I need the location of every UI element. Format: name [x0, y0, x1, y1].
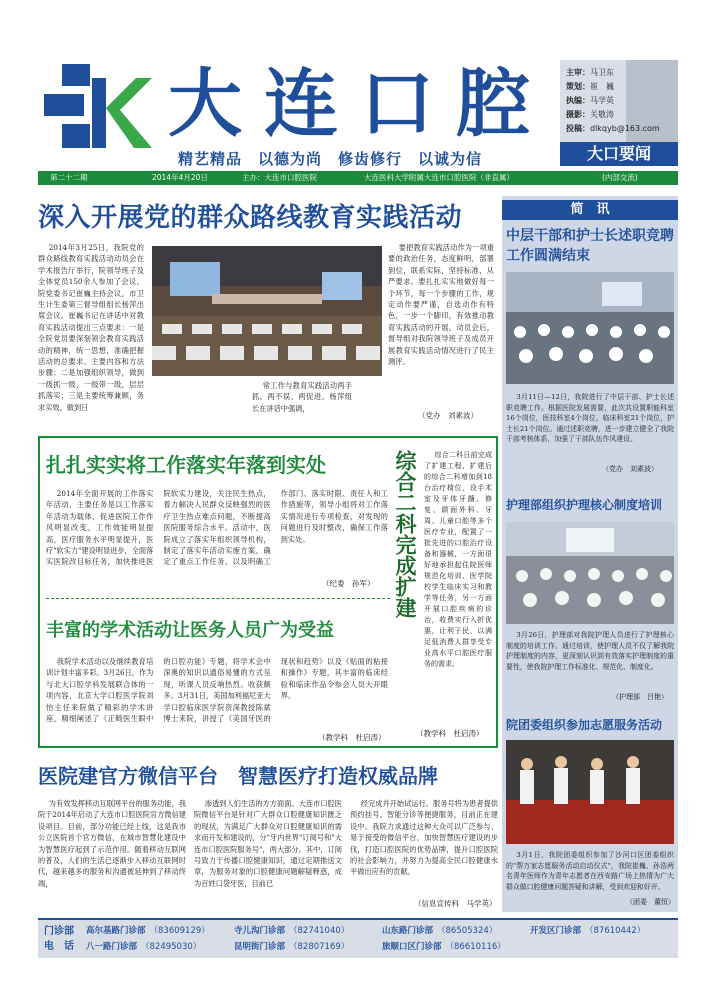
clinic-phone: （82741040）	[289, 926, 350, 936]
issue-number: 第二十二期	[50, 173, 88, 182]
clinic-phone: （87610442）	[585, 926, 646, 936]
lead-photo-meeting	[152, 246, 382, 376]
publisher: 主办：大连市口腔医院	[242, 173, 317, 182]
directory-label	[44, 924, 80, 954]
directory-row2	[86, 940, 678, 955]
credit-label: 主审：	[566, 68, 590, 77]
clinic-phone: （82807169）	[289, 942, 350, 952]
clinic-phone: （86505324）	[437, 926, 498, 936]
side-text: 综合二科日前完成了扩建工程，扩建后的综合二科增加到18台治疗椅位，设手术室及牙体牙髓、修复、颌面外科、牙周、儿童口腔等多个医疗专业，配置了一批先进的口腔治疗设备和器械，一方面很好地承担起住院医师规范化培训、医学院校学生临床实习和教学等任务，另一方面开展口腔疾病的诊治，收费实行入折优惠，让利于民，以满足低消费人群享受专业高水平口腔医疗服务的需求。	[424, 451, 492, 668]
brief2-photo	[506, 522, 674, 624]
credit-label: 摄影：	[566, 110, 590, 119]
clinic-name: 旅顺口区门诊部	[382, 942, 442, 952]
brief3-text: 3月1日，我院团委组织参加了沙河口区团委组织的"帮万家志愿服务活动启动仪式"，我院崔巍、孙浩两名青年医师作为青年志愿者在西安路广场上热情为广大群众做口腔健康问题答疑和讲解，受到欢迎和好评。	[506, 851, 674, 891]
brief2-byline: （护理部 吕艳）	[612, 693, 668, 701]
side-story	[392, 442, 494, 744]
clinic-entry	[86, 940, 201, 955]
clinic-entry	[530, 924, 645, 939]
clinic-name: 高尔基路门诊部	[86, 926, 146, 936]
credit-value: 关敬涛	[590, 110, 614, 119]
directory-label-line2: 电 话	[44, 941, 74, 952]
clinic-directory	[38, 918, 678, 958]
credit-row	[566, 66, 660, 80]
credit-row	[566, 94, 660, 108]
credit-value: dlkqyb@163.com	[590, 124, 660, 133]
brief3-headline: 院团委组织参加志愿服务活动	[506, 718, 663, 732]
clinic-phone: （86610116）	[445, 942, 506, 952]
issue-date: 2014年4月20日	[152, 173, 208, 182]
affiliation: 大连医科大学附属大连市口腔医院（非直属）	[364, 173, 514, 182]
clinic-entry	[234, 940, 349, 955]
brief2-headline: 护理部组织护理核心制度培训	[506, 498, 663, 512]
story2-headline: 丰富的学术活动让医务人员广为受益	[46, 620, 334, 641]
credits-list	[566, 66, 660, 136]
clinic-phone: （82495030）	[141, 942, 202, 952]
sidebar	[502, 196, 678, 912]
wechat-col1: 为有效发挥移动互联网平台的服务功能，我院于2014年启动了大连市口腔医院官方微信建设项目。目前，部分功能已经上线，这是我市公立医院首个官方微信，在城市智慧化建设中为智慧医疗起到了示范作用。随着移动互联网的普及，人们的生活已逐渐步入移动互联网时代，越来越多的服务和沟通被延伸到了移动终端，	[38, 799, 186, 888]
lead-headline: 深入开展党的群众路线教育实践活动	[38, 203, 463, 233]
issue-bar	[38, 171, 678, 185]
credit-row	[566, 80, 660, 94]
side-byline: （教学科 杜启涛）	[416, 729, 484, 738]
brief3-photo	[506, 740, 674, 844]
wechat-byline: （信息宣传科 马学英）	[414, 899, 497, 908]
lead-col2: 常工作与教育实践活动两手抓、两不误、两促进。杨萍组长在讲话中强调，	[252, 381, 352, 413]
clinic-name: 寺儿沟门诊部	[234, 926, 286, 936]
lead-byline: （党办 刘素波）	[418, 411, 478, 420]
lead-story	[38, 196, 496, 428]
clinic-name: 八一路门诊部	[86, 942, 138, 952]
brief1-byline: （党办 刘素波）	[602, 465, 658, 473]
credit-value: 马卫东	[590, 68, 614, 77]
wechat-headline: 医院建官方微信平台 智慧医疗打造权威品牌	[38, 764, 438, 788]
wechat-story	[38, 754, 498, 912]
lead-col1: 2014年3月25日，我院党的群众路线教育实践活动动员会在学术报告厅举行，院领导班子及全体党员150余人参加了会议，院党委书记崔巍主持会议，市卫生计生委第三督导组组长杨萍出席会议。崔巍书记在讲话中对教育实践活动提出三点要求：一是全院党员要深刻领会教育实践活动的精神，统一思想，准确把握活动的总要求、主要内容和方法步骤；二是加强组织领导，做到一级抓一级，一级带一级，层层抓落实；三是主要统筹兼顾，务求实效，做到日	[38, 243, 144, 412]
story1-headline: 扎扎实实将工作落实年落到实处	[46, 453, 326, 477]
directory-label-line1: 门诊部	[44, 926, 74, 937]
wechat-col3: 经完成并开始试运行。服务号将为患者提供预约挂号、智能分诊等便捷服务，目前正在建设中。我院力求通过这种大众可以广泛参与、易于接受的微信平台，加快智慧医疗建设的步伐，打造口腔医院的优势品牌，提升口腔医院的社会影响力，并努力为提高全民口腔健康水平做出应有的贡献。	[350, 799, 498, 877]
lead-col3: 要把教育实践活动作为一项重要的政治任务，态度鲜明，部署到位，联系实际，坚持标准，从严要求。要扎扎实实地做好每一个环节，每一个步骤的工作，规定动作要严谨，自选动作有特色，一步一个脚印，有效推动教育实践活动的开展。动员会后，督导组对我院领导班子及成员开展教育实践活动情况进行了民主测评。	[388, 243, 494, 367]
brief1-text: 3月11日—12日，我院进行了中层干部、护士长述职竞聘工作。根据医院发展需要，此次共设置职能科室16个岗位，医技科室4个岗位，临床科室21个岗位，护士长21个岗位。通过述职竞聘，进一步建立健全了我院干部考核体系，加强了干部队伍作风建设。	[506, 393, 674, 443]
clinic-entry	[86, 924, 210, 939]
credit-row	[566, 108, 660, 122]
clinic-entry	[382, 940, 506, 955]
credit-value: 崔 巍	[590, 82, 614, 91]
section-tag: 大口要闻	[560, 142, 678, 166]
credits-box	[560, 60, 678, 142]
credit-row	[566, 122, 660, 136]
side-headline: 综合二科完成扩建	[393, 450, 417, 618]
brief1-headline: 中层干部和护士长述职竞聘工作圆满结束	[506, 228, 674, 264]
slogan: 精艺精品 以德为尚 修齿修行 以诚为信	[178, 150, 483, 168]
green-box	[38, 436, 498, 748]
story1-byline: （纪委 孙军）	[322, 579, 375, 588]
masthead	[0, 0, 716, 192]
clinic-name: 昆明街门诊部	[234, 942, 286, 952]
brief2-text: 3月26日，护理部对我院护理人员进行了护理核心制度的培训工作。通过培训，使护理人员不仅了解我院护理制度的内容，更深刻认识到有效落实护理制度的重要性，使我院护理工作标准化、规范化、制度化。	[506, 631, 674, 671]
credit-value: 马学英	[590, 96, 614, 105]
credit-label: 策划：	[566, 82, 590, 91]
brief1-photo	[506, 272, 674, 384]
clinic-name: 开发区门诊部	[530, 926, 582, 936]
credit-label: 投稿：	[566, 124, 590, 133]
clinic-name: 山东路门诊部	[382, 926, 434, 936]
clinic-phone: （83609129）	[149, 926, 210, 936]
sidebar-header: 简 讯	[502, 200, 678, 220]
clinic-entry	[382, 924, 497, 939]
newspaper-title: 大连口腔	[168, 61, 552, 147]
story1-text: 2014年全面开展的工作落实年活动，主要任务是以工作落实年活动为载体，促进医院工作作风明显改变，工作效能明显提高，医疗服务水平明显提升，医疗"软实力"建设明显进步，全面落实医院改目标任务，加快推进医院软实力建设，关注民生热点，着力解决人民群众反映强烈的医疗卫生热点难点问题，不断提高医院服务综合水平。活动中，医院成立了落实年组织领导机构，制定了落实年活动实施方案，确定了重点工作任务，以及明确工作部门、落实时限、责任人和工作措施等，领导小组将对工作落实情况进行专项检查，对发现的问题进行及时整改，确保工作落到实处。	[46, 489, 388, 567]
divider	[46, 598, 390, 599]
clinic-entry	[234, 924, 349, 939]
credit-label: 执编：	[566, 96, 590, 105]
directory-row1	[86, 924, 678, 939]
wechat-col2: 渗透到人们生活的方方面面。大连市口腔医院微信平台是针对广大群众口腔健康知识匮乏的现状，为满足广大群众对口腔健康知识的需求而开发和建设的，分"牙内世界"订阅号和"大连市口腔医院服务号"，两大部分。其中，订阅号致力于传播口腔健康知识，通过定期推送文章，为服务对象的口腔健康问题解疑释惑，成为百姓口袋牙医，目前已	[194, 799, 342, 888]
circulation-note: (内部交流)	[602, 173, 638, 182]
story2-byline: （教学科 杜启涛）	[318, 733, 386, 742]
hospital-logo-icon	[44, 64, 152, 152]
brief3-byline: （团委 董恒）	[626, 898, 675, 906]
story2-text: 我院学术活动以及继续教育培训计划丰富多彩。3月26日，作为与北大口腔学科发展联合体的一项内容，北京大学口腔医学院刘怡主任来院做了精彩的学术讲座，精细阐述了《正畸医生眼中的口腔功能》专题，将学术会中深奥的知识以通俗易懂的方式呈现，听课人员反响热烈。收获颇多。3月31日，美国加利福尼亚大学口腔临床医学院资深教授陈斌博士来院，讲授了《美国牙医的现状和趋势》以及《贴面的粘接和操作》专题，其丰富的临床经验和临床作品令参会人员大开眼界。	[46, 657, 388, 724]
